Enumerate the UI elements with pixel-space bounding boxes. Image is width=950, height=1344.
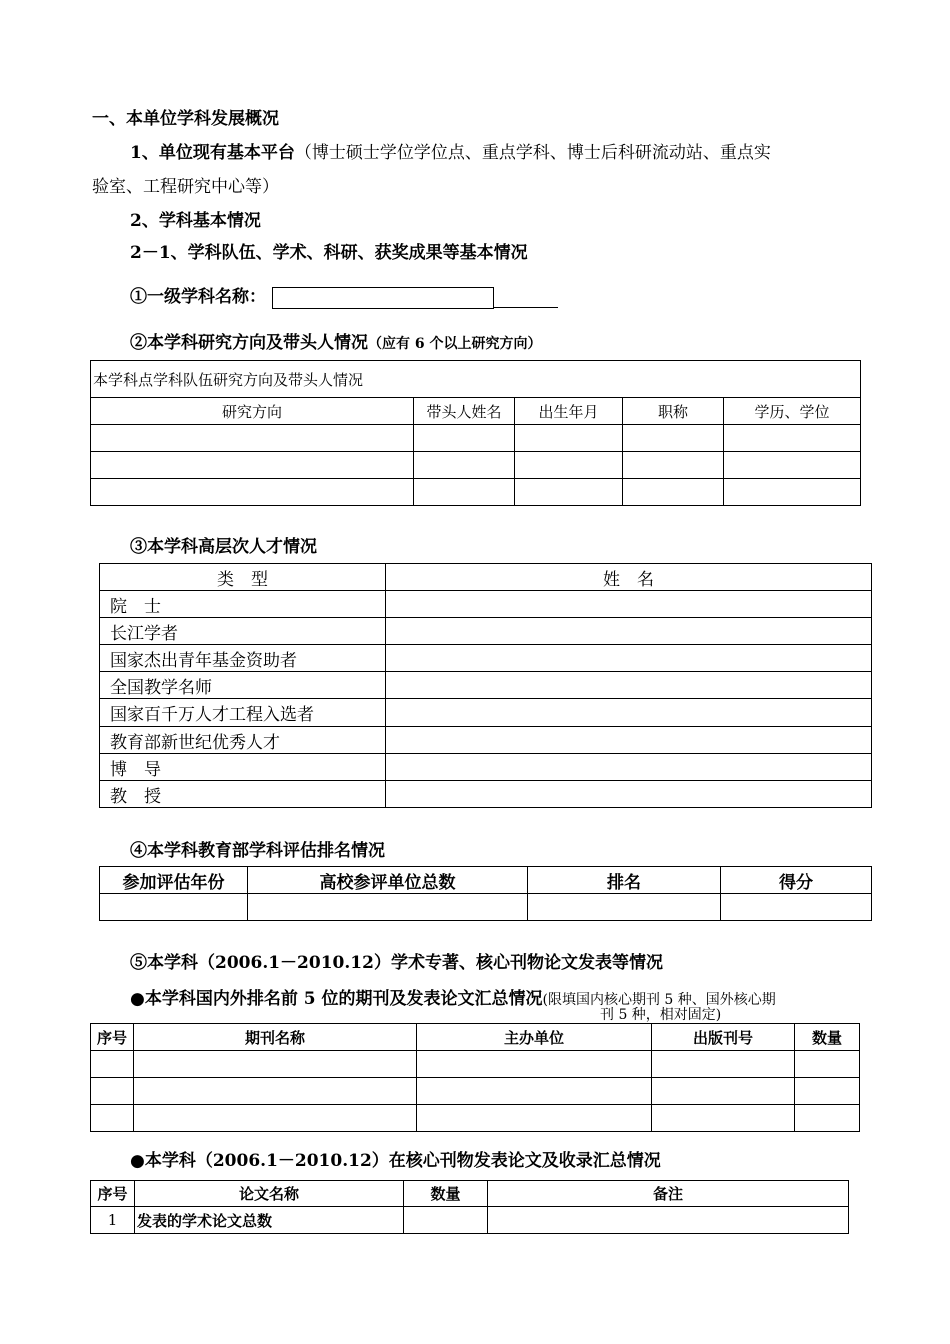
platform-heading [130,138,771,163]
cell[interactable] [134,1105,417,1132]
table-row [91,479,861,506]
cell[interactable] [652,1105,795,1132]
subsection-basic: 2、学科基本情况 [130,211,261,231]
cell[interactable] [91,1051,134,1078]
core-papers-heading: ●本学科（2006.1－2010.12）在核心刊物发表论文及收录汇总情况 [130,1151,661,1171]
col-no: 序号 [91,1024,134,1051]
core-papers-table [90,1180,849,1234]
cell[interactable] [91,1105,134,1132]
cell[interactable] [623,452,724,479]
research-directions-label: ②本学科研究方向及带头人情况 [130,333,368,353]
research-directions-note: （应有 6 个以上研究方向） [368,336,542,352]
cell[interactable] [515,425,623,452]
table-row [91,1207,849,1234]
research-directions-table [90,360,861,506]
cell[interactable] [404,1207,488,1234]
talent-type-label: 长江学者 [100,618,386,645]
table-row [100,781,872,808]
cell[interactable] [795,1078,860,1105]
talent-type-label: 博 导 [100,754,386,781]
cell[interactable] [652,1078,795,1105]
talent-type-label: 教育部新世纪优秀人才 [100,727,386,754]
table-row [100,894,872,921]
table-row [100,754,872,781]
col-no: 序号 [91,1181,135,1207]
table-row [91,425,861,452]
talent-type-label: 院 士 [100,591,386,618]
cell[interactable] [623,425,724,452]
cell[interactable] [623,479,724,506]
cell[interactable] [91,425,414,452]
col-title: 职称 [623,398,724,425]
cell[interactable] [724,425,861,452]
cell[interactable] [386,699,872,727]
cell[interactable] [248,894,528,921]
discipline-name-row [130,282,558,309]
col-total-units: 高校参评单位总数 [248,867,528,894]
publications-heading: ⑤本学科（2006.1－2010.12）学术专著、核心刊物论文发表等情况 [130,953,663,973]
cell[interactable] [134,1051,417,1078]
col-count: 数量 [404,1181,488,1207]
cell[interactable] [386,591,872,618]
cell[interactable] [417,1105,652,1132]
table-row [91,452,861,479]
talent-type-label: 教 授 [100,781,386,808]
table-row [91,1078,860,1105]
cell[interactable] [515,452,623,479]
table-row [100,672,872,699]
cell[interactable] [515,479,623,506]
platform-note-cont: 验室、工程研究中心等） [92,177,279,197]
cell[interactable] [134,1078,417,1105]
cell[interactable] [414,452,515,479]
research-directions-heading [130,328,542,353]
talent-table [99,563,872,808]
research-table-caption: 本学科点学科队伍研究方向及带头人情况 [91,361,861,398]
cell[interactable] [414,479,515,506]
subsection-basic-detail: 2－1、学科队伍、学术、科研、获奖成果等基本情况 [130,243,528,263]
table-row [100,645,872,672]
col-eval-year: 参加评估年份 [100,867,248,894]
journals-heading-note-cont: 刊 5 种，相对固定) [600,1007,722,1023]
cell[interactable] [386,645,872,672]
cell[interactable] [488,1207,849,1234]
col-rank: 排名 [528,867,721,894]
cell[interactable] [721,894,872,921]
cell[interactable] [100,894,248,921]
ranking-heading: ④本学科教育部学科评估排名情况 [130,841,385,861]
table-row [100,591,872,618]
col-count: 数量 [795,1024,860,1051]
cell[interactable] [652,1051,795,1078]
col-degree: 学历、学位 [724,398,861,425]
table-row [91,1105,860,1132]
col-name: 姓 名 [386,564,872,591]
discipline-name-underline [494,287,558,308]
cell[interactable] [417,1078,652,1105]
cell[interactable] [91,1078,134,1105]
journals-heading-note: (限填国内核心期刊 5 种、国外核心期 [542,992,776,1008]
ranking-table [99,866,872,921]
cell[interactable] [414,425,515,452]
talent-heading: ③本学科高层次人才情况 [130,537,317,557]
platform-note: （博士硕士学位学位点、重点学科、博士后科研流动站、重点实 [294,143,771,163]
cell[interactable] [91,452,414,479]
col-remarks: 备注 [488,1181,849,1207]
cell[interactable] [528,894,721,921]
discipline-name-input[interactable] [272,287,494,309]
cell[interactable] [417,1051,652,1078]
journals-table [90,1023,860,1132]
cell[interactable] [386,754,872,781]
col-paper-name: 论文名称 [135,1181,404,1207]
platform-label: 1、单位现有基本平台 [130,143,295,163]
col-birth-date: 出生年月 [515,398,623,425]
col-type: 类 型 [100,564,386,591]
talent-type-label: 国家百千万人才工程入选者 [100,699,386,727]
discipline-name-label: ①一级学科名称： [130,287,266,307]
col-leader-name: 带头人姓名 [414,398,515,425]
talent-type-label: 国家杰出青年基金资助者 [100,645,386,672]
col-issn: 出版刊号 [652,1024,795,1051]
cell[interactable] [724,479,861,506]
journals-heading-label: ●本学科国内外排名前 5 位的期刊及发表论文汇总情况 [130,989,543,1009]
table-row [91,1051,860,1078]
cell[interactable] [91,479,414,506]
cell[interactable] [386,618,872,645]
row-paper-name: 发表的学术论文总数 [135,1207,404,1234]
table-row [100,727,872,754]
col-journal-name: 期刊名称 [134,1024,417,1051]
cell[interactable] [386,672,872,699]
table-row [100,618,872,645]
talent-type-label: 全国教学名师 [100,672,386,699]
cell[interactable] [386,727,872,754]
table-row [100,699,872,727]
col-score: 得分 [721,867,872,894]
section-title: 一、本单位学科发展概况 [92,109,279,129]
cell[interactable] [795,1105,860,1132]
cell[interactable] [386,781,872,808]
cell[interactable] [795,1051,860,1078]
row-number: 1 [91,1207,135,1234]
col-research-direction: 研究方向 [91,398,414,425]
cell[interactable] [724,452,861,479]
col-host-unit: 主办单位 [417,1024,652,1051]
